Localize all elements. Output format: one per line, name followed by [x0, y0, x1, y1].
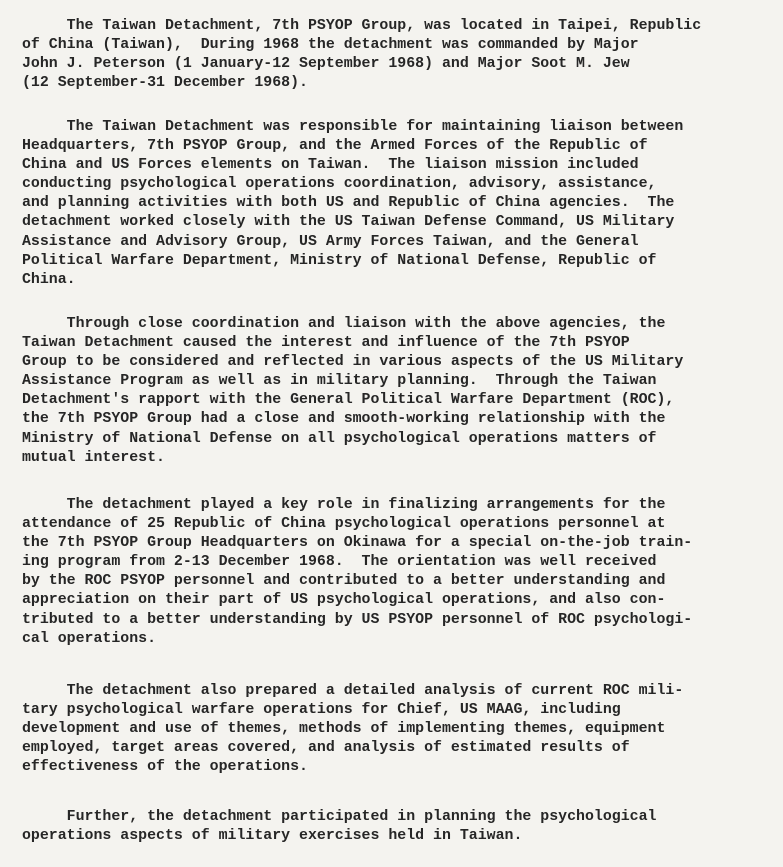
- paragraph-line: of China (Taiwan), During 1968 the detachment was commanded by Major: [22, 37, 639, 54]
- paragraph-1: [22, 17, 782, 93]
- paragraph-line: Group to be considered and reflected in various aspects of the US Military: [22, 354, 684, 371]
- paragraph-line: tary psychological warfare operations for Chief, US MAAG, including: [22, 702, 621, 719]
- paragraph-line: cal operations.: [22, 630, 157, 647]
- paragraph-5: [22, 682, 782, 777]
- paragraph-line: The detachment also prepared a detailed analysis of current ROC mili-: [22, 683, 684, 699]
- paragraph-line: Assistance Program as well as in military planning. Through the Taiwan: [22, 373, 657, 390]
- paragraph-line: operations aspects of military exercises held in Taiwan.: [22, 828, 523, 845]
- paragraph-line: detachment worked closely with the US Taiwan Defense Command, US Military: [22, 214, 675, 231]
- paragraph-line: Assistance and Advisory Group, US Army Forces Taiwan, and the General: [22, 233, 639, 250]
- paragraph-line: development and use of themes, methods of implementing themes, equipment: [22, 721, 666, 738]
- paragraph-line: The Taiwan Detachment, 7th PSYOP Group, was located in Taipei, Republic: [22, 18, 702, 34]
- paragraph-line: Through close coordination and liaison with the above agencies, the: [22, 316, 666, 332]
- paragraph-line: Ministry of National Defense on all psychological operations matters of: [22, 430, 657, 447]
- paragraph-3: [22, 315, 782, 468]
- paragraph-line: The detachment played a key role in finalizing arrangements for the: [22, 497, 666, 513]
- paragraph-line: tributed to a better understanding by US PSYOP personnel of ROC psychologi-: [22, 611, 693, 628]
- paragraph-line: and planning activities with both US and Republic of China agencies. The: [22, 195, 675, 212]
- paragraph-line: Headquarters, 7th PSYOP Group, and the Armed Forces of the Republic of: [22, 138, 648, 155]
- paragraph-line: employed, target areas covered, and analysis of estimated results of: [22, 740, 630, 757]
- paragraph-line: effectiveness of the operations.: [22, 759, 308, 776]
- paragraph-4: [22, 496, 782, 649]
- paragraph-line: (12 September-31 December 1968).: [22, 75, 308, 92]
- paragraph-line: China and US Forces elements on Taiwan. The liaison mission included: [22, 157, 639, 174]
- paragraph-line: attendance of 25 Republic of China psychological operations personnel at: [22, 516, 666, 533]
- paragraph-line: Detachment's rapport with the General Political Warfare Department (ROC),: [22, 392, 675, 409]
- paragraph-line: mutual interest.: [22, 449, 165, 466]
- paragraph-line: the 7th PSYOP Group had a close and smooth-working relationship with the: [22, 411, 666, 428]
- paragraph-line: ing program from 2-13 December 1968. The orientation was well received: [22, 554, 657, 571]
- paragraph-line: conducting psychological operations coordination, advisory, assistance,: [22, 176, 657, 193]
- paragraph-6: [22, 808, 782, 846]
- paragraph-line: Further, the detachment participated in planning the psychological: [22, 809, 657, 825]
- paragraph-line: appreciation on their part of US psychological operations, and also con-: [22, 592, 666, 609]
- paragraph-line: Political Warfare Department, Ministry of National Defense, Republic of: [22, 252, 657, 269]
- paragraph-line: Taiwan Detachment caused the interest and influence of the 7th PSYOP: [22, 335, 630, 352]
- paragraph-line: the 7th PSYOP Group Headquarters on Okinawa for a special on-the-job train-: [22, 535, 693, 552]
- paragraph-2: [22, 118, 782, 290]
- paragraph-line: by the ROC PSYOP personnel and contributed to a better understanding and: [22, 573, 666, 590]
- paragraph-line: John J. Peterson (1 January-12 September 1968) and Major Soot M. Jew: [22, 56, 630, 73]
- paragraph-line: China.: [22, 271, 76, 288]
- paragraph-line: The Taiwan Detachment was responsible for maintaining liaison between: [22, 119, 684, 135]
